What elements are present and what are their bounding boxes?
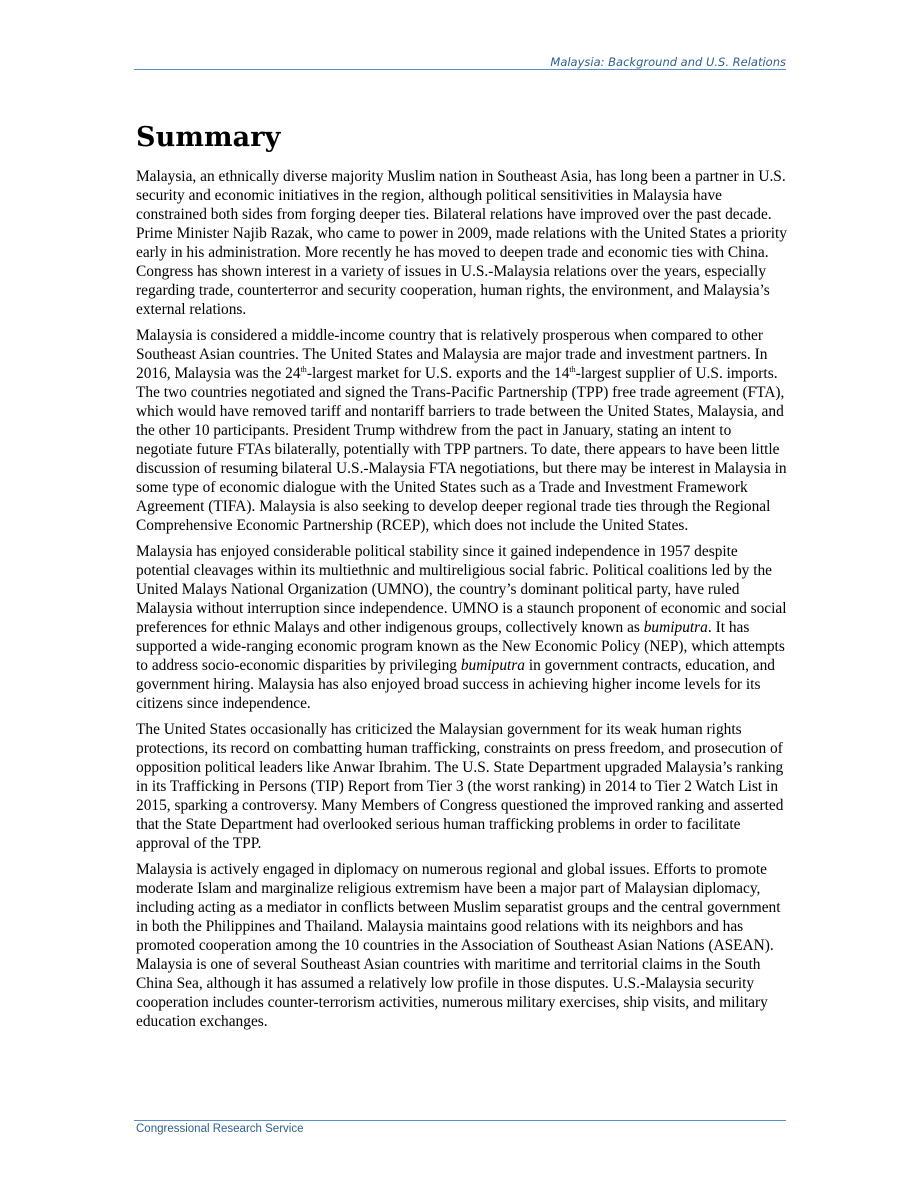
section-title: Summary bbox=[136, 122, 281, 153]
paragraph-3 bbox=[136, 542, 788, 713]
header-rule bbox=[134, 69, 786, 70]
paragraph-2 bbox=[136, 326, 788, 535]
paragraph-2-part-b: -largest market for U.S. exports and the 14 bbox=[306, 365, 570, 382]
paragraph-2-part-c: -largest supplier of U.S. imports. The two countries negotiated and signed the Trans-Pacific Partnership (TPP) free trade agreement (FTA), which would have removed tariff and nontariff barriers to trade between the United States, Malaysia, and the other 10 participants. President Trump withdrew from the pact in January, stating an intent to negotiate future FTAs bilaterally, potentially with TPP partners. To date, there appears to have been little discussion of resuming bilateral U.S.-Malaysia FTA negotiations, but there may be interest in Malaysia in some type of economic dialogue with the United States such as a Trade and Investment Framework Agreement (TIFA). Malaysia is also seeking to develop deeper regional trade ties through the Regional Comprehensive Economic Partnership (RCEP), which does not include the United States. bbox=[136, 365, 787, 534]
paragraph-1: Malaysia, an ethnically diverse majority Muslim nation in Southeast Asia, has long been a partner in U.S. security and economic initiatives in the region, although political sensitivities in Malaysia have constrained both sides from forging deeper ties. Bilateral relations have improved over the past decade. Prime Minister Najib Razak, who came to power in 2009, made relations with the United States a priority early in his administration. More recently he has moved to deepen trade and economic ties with China. Congress has shown interest in a variety of issues in U.S.-Malaysia relations over the years, especially regarding trade, counterterror and security cooperation, human rights, the environment, and Malaysia’s external relations. bbox=[136, 168, 787, 318]
summary-body bbox=[136, 167, 788, 1038]
footer-source: Congressional Research Service bbox=[136, 1123, 304, 1135]
paragraph-2-part-a: Malaysia is considered a middle-income country that is relatively prosperous when compared to other Southeast Asian countries. The United States and Malaysia are major trade and investment partners. In 2016, Malaysia was the 24 bbox=[136, 327, 768, 382]
footer-rule bbox=[134, 1120, 786, 1121]
ordinal-suffix: th bbox=[569, 364, 576, 374]
paragraph-4: The United States occasionally has criticized the Malaysian government for its weak human rights protections, its record on combatting human trafficking, constraints on press freedom, and prosecution of opposition political leaders like Anwar Ibrahim. The U.S. State Department upgraded Malaysia’s ranking in its Trafficking in Persons (TIP) Report from Tier 3 (the worst ranking) in 2014 to Tier 2 Watch List in 2015, sparking a controversy. Many Members of Congress questioned the improved ranking and asserted that the State Department had overlooked serious human trafficking problems in order to facilitate approval of the TPP. bbox=[136, 721, 784, 852]
running-header: Malaysia: Background and U.S. Relations bbox=[550, 55, 786, 69]
ordinal-suffix: th bbox=[300, 364, 307, 374]
paragraph-3-part-a: Malaysia has enjoyed considerable political stability since it gained independence in 1957 despite potential cleavages within its multiethnic and multireligious social fabric. Political coalitions led by the United Malays National Organization (UMNO), the country’s dominant political party, have ruled Malaysia without interruption since independence. UMNO is a staunch proponent of economic and social preferences for ethnic Malays and other indigenous groups, collectively known as bbox=[136, 543, 787, 636]
italic-term: bumiputra bbox=[643, 619, 708, 636]
paragraph-3-part-c: in government contracts, education, and government hiring. Malaysia has also enjoyed broad success in achieving higher income levels for its citizens since independence. bbox=[136, 657, 775, 712]
paragraph-3-part-b: . It has supported a wide-ranging economic program known as the New Economic Policy (NEP), which attempts to address socio-economic disparities by privileging bbox=[136, 619, 785, 674]
paragraph-5: Malaysia is actively engaged in diplomacy on numerous regional and global issues. Efforts to promote moderate Islam and marginalize religious extremism have been a major part of Malaysian diplomacy, including acting as a mediator in conflicts between Muslim separatist groups and the central government in both the Philippines and Thailand. Malaysia maintains good relations with its neighbors and has promoted cooperation among the 10 countries in the Association of Southeast Asian Nations (ASEAN). Malaysia is one of several Southeast Asian countries with maritime and territorial claims in the South China Sea, although it has assumed a relatively low profile in those disputes. U.S.-Malaysia security cooperation includes counter-terrorism activities, numerous military exercises, ship visits, and military education exchanges. bbox=[136, 861, 781, 1030]
italic-term: bumiputra bbox=[460, 657, 525, 674]
